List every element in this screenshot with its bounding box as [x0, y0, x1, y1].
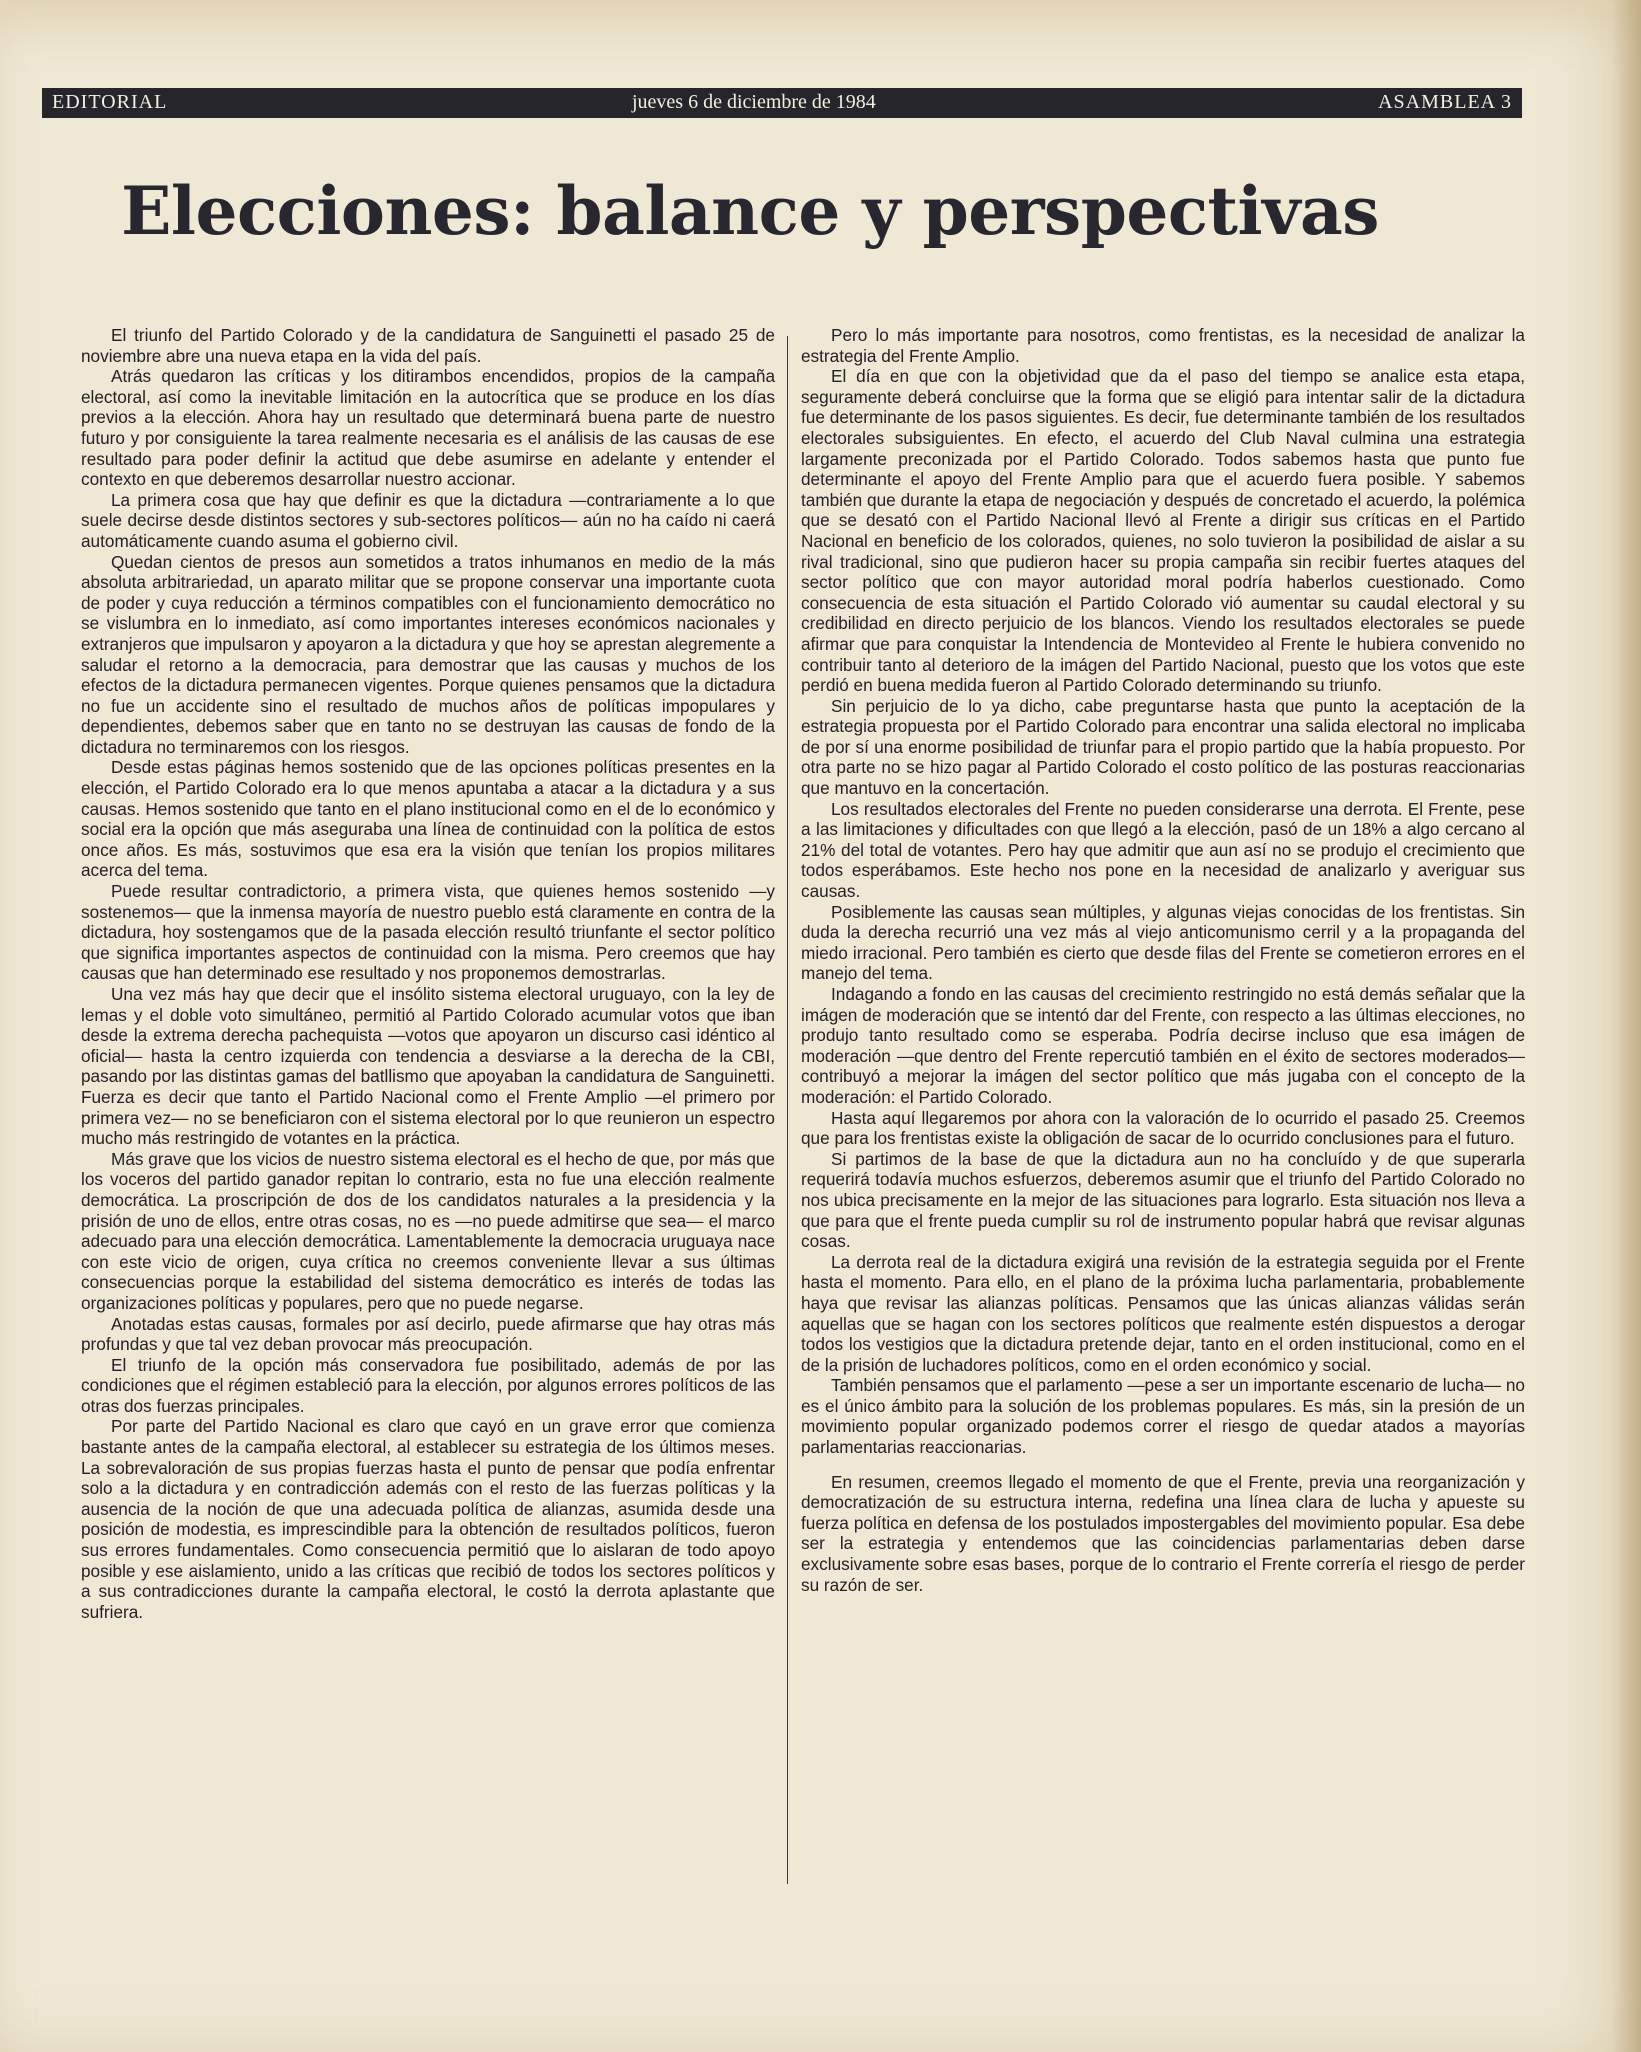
paragraph: Pero lo más importante para nosotros, como frentistas, es la necesidad de analizar la estrategia del Frente Amplio.	[801, 325, 1525, 366]
page-edge-shadow	[1611, 0, 1641, 2052]
paragraph: Atrás quedaron las críticas y los ditirambos encendidos, propios de la campaña electoral, así como la inevitable limitación en la autocrítica que se produce en los días previos a la elección. Ahora hay un resultado que determinará buena parte de nuestro futuro y por consiguiente la tarea realmente necesaria es el análisis de las causas de ese resultado para poder definir la actitud que debe asumirse en adelante y entender el contexto en que deberemos desarrollar nuestro accionar.	[81, 366, 775, 490]
paragraph: Anotadas estas causas, formales por así decirlo, puede afirmarse que hay otras más profundas y que tal vez deban provocar más preocupación.	[81, 1313, 775, 1355]
paragraph: El triunfo de la opción más conservadora fue posibilitado, además de por las condiciones que el régimen estableció para la elección, por algunos errores políticos de las otras dos fuerzas principales.	[81, 1354, 775, 1416]
section-header-bar	[42, 88, 1522, 118]
column-divider	[787, 336, 788, 1884]
paragraph: Desde estas páginas hemos sostenido que de las opciones políticas presentes en la elección, el Partido Colorado era lo que menos apuntaba a atacar a la dictadura y a sus causas. Hemos sostenido que tanto en el plano institucional como en el de lo económico y social era la opción que más aseguraba una línea de continuidad con la política de estos once años. Es más, sostuvimos que esa era la visión que tenían los propios militares acerca del tema.	[81, 757, 775, 881]
paragraph: El triunfo del Partido Colorado y de la candidatura de Sanguinetti el pasado 25 de noviembre abre una nueva etapa en la vida del país.	[81, 325, 775, 366]
paragraph: En resumen, creemos llegado el momento de que el Frente, previa una reorganización y democratización de su estructura interna, redefina una línea clara de lucha y apueste su fuerza política en defensa de los postulados impostergables del movimiento popular. Esa debe ser la estrategia y entendemos que las coincidencias parlamentarias deben darse exclusivamente sobre esas bases, porque de lo contrario el Frente correría el riesgo de perder su razón de ser.	[801, 1471, 1525, 1595]
article-headline: Elecciones: balance y perspectivas	[121, 172, 1379, 250]
paragraph: La primera cosa que hay que definir es que la dictadura —contrariamente a lo que suele decirse desde distintos sectores y sub-sectores políticos— aún no ha caído ni caerá automáticamente cuando asuma el gobierno civil.	[81, 489, 775, 551]
paragraph: Si partimos de la base de que la dictadura aun no ha concluído y de que superarla requerirá todavía muchos esfuerzos, deberemos asumir que el triunfo del Partido Colorado no nos ubica precisamente en la mejor de las situaciones para lograrlo. Esta situación nos lleva a que para que el frente pueda cumplir su rol de instrumento popular habrá que revisar algunas cosas.	[801, 1148, 1525, 1252]
paragraph: Quedan cientos de presos aun sometidos a tratos inhumanos en medio de la más absoluta arbitrariedad, un aparato militar que se propone conservar una importante cuota de poder y cuya reducción a términos compatibles con el funcionamiento democrático no se vislumbra en lo inmediato, así como importantes intereses económicos nacionales y extranjeros que impulsaron y apoyaron a la dictadura y que hoy se aprestan alegremente a saludar el retorno a la democracia, para demostrar que las causas y muchos de los efectos de la dictadura permanecen vigentes. Porque quienes pensamos que la dictadura no fue un accidente sino el resultado de muchos años de políticas impopulares y dependientes, debemos saber que en tanto no se destruyan las causas de fondo de la dictadura no terminaremos con los riesgos.	[81, 551, 775, 757]
article-column-right	[801, 325, 1525, 1595]
paragraph: Indagando a fondo en las causas del crecimiento restringido no está demás señalar que la imágen de moderación que se intentó dar del Frente, con respecto a las últimas elecciones, no produjo tanto resultado como se esperaba. Podría decirse incluso que esa imágen de moderación —que dentro del Frente repercutió también en el éxito de sectores moderados— contribuyó a mejorar la imágen del sector político que más jugaba con el concepto de la moderación: el Partido Colorado.	[801, 984, 1525, 1107]
paragraph: La derrota real de la dictadura exigirá una revisión de la estrategia seguida por el Frente hasta el momento. Para ello, en el plano de la próxima lucha parlamentaria, probablemente haya que revisar las alianzas políticas. Pensamos que las únicas alianzas válidas serán aquellas que se hagan con los sectores políticos que realmente estén dispuestos a derogar todos los vestigios que la dictadura pretende dejar, tanto en el orden institucional, como en el de la prisión de luchadores políticos, como en el orden económico y social.	[801, 1251, 1525, 1375]
paragraph: Puede resultar contradictorio, a primera vista, que quienes hemos sostenido —y sostenemos— que la inmensa mayoría de nuestro pueblo está claramente en contra de la dictadura, hoy sostengamos que de la pasada elección resultó triunfante el sector político que significa importantes aspectos de continuidad con la misma. Pero creemos que hay causas que han determinado ese resultado y nos proponemos demostrarlas.	[81, 881, 775, 984]
paragraph: Hasta aquí llegaremos por ahora con la valoración de lo ocurrido el pasado 25. Creemos que para los frentistas existe la obligación de sacar de lo ocurrido conclusiones para el futuro.	[801, 1107, 1525, 1149]
paragraph: Más grave que los vicios de nuestro sistema electoral es el hecho de que, por más que los voceros del partido ganador repitan lo contrario, esta no fue una elección realmente democrática. La proscripción de dos de los candidatos naturales a la presidencia y la prisión de uno de ellos, entre otras cosas, no es —no puede admitirse que sea— el marco adecuado para una elección democrática. Lamentablemente la democracia uruguaya nace con este vicio de origen, cuya crítica no creemos conveniente llevar a sus últimas consecuencias porque la estabilidad del sistema democrático es interés de todas las organizaciones políticas y populares, pero que no puede negarse.	[81, 1148, 775, 1313]
page-label: ASAMBLEA 3	[1378, 91, 1512, 113]
paragraph: Posiblemente las causas sean múltiples, y algunas viejas conocidas de los frentistas. Sin duda la derecha recurrió una vez más al viejo anticomunismo cerril y a la propaganda del miedo irracional. Pero también es cierto que desde filas del Frente se cometieron errores en el manejo del tema.	[801, 901, 1525, 984]
paragraph: Una vez más hay que decir que el insólito sistema electoral uruguayo, con la ley de lemas y el doble voto simultáneo, permitió al Partido Colorado acumular votos que iban desde la extrema derecha pachequista —votos que apoyaron un discurso casi idéntico al oficial— hasta la centro izquierda con tendencia a desviarse a la derecha de la CBI, pasando por las distintas gamas del batllismo que apoyaban la candidatura de Sanguinetti. Fuerza es decir que tanto el Partido Nacional como el Frente Amplio —el primero por primera vez— no se beneficiaron con el sistema electoral por lo que reunieron un espectro mucho más restringido de votantes en la práctica.	[81, 984, 775, 1149]
paragraph: Sin perjuicio de lo ya dicho, cabe preguntarse hasta que punto la aceptación de la estrategia propuesta por el Partido Colorado para encontrar una salida electoral no implicaba de por sí una enorme posibilidad de triunfar para el propio partido que la había propuesto. Por otra parte no se hizo pagar al Partido Colorado el costo político de las posturas reaccionarias que mantuvo en la concertación.	[801, 695, 1525, 799]
paragraph: El día en que con la objetividad que da el paso del tiempo se analice esta etapa, seguramente deberá concluirse que la forma que se eligió para intentar salir de la dictadura fue determinante de los pasos siguientes. Es decir, fue determinante también de los resultados electorales subsiguientes. En efecto, el acuerdo del Club Naval culmina una estrategia largamente preconizada por el Partido Colorado. Todos sabemos hasta que punto fue determinante el apoyo del Frente Amplio para que el acuerdo fuera posible. Y sabemos también que durante la etapa de negociación y después de concretado el acuerdo, la polémica que se desató con el Partido Nacional llevó al Frente a dirigir sus críticas en el Partido Nacional en beneficio de los colorados, quienes, no solo tuvieron la posibilidad de aislar a su rival tradicional, sino que pudieron hacer su propia campaña sin recibir fuertes ataques del sector político que con mayor autoridad moral podría haberlos cuestionado. Como consecuencia de esta situación el Partido Colorado vió aumentar su caudal electoral y su credibilidad en directo perjuicio de los blancos. Viendo los resultados electorales se puede afirmar que para conquistar la Intendencia de Montevideo al Frente le hubiera convenido no contribuir tanto al deterioro de la imágen del Partido Nacional, puesto que los votos que este perdió en buena medida fueron al Partido Colorado determinando su triunfo.	[801, 366, 1525, 696]
section-label: EDITORIAL	[52, 91, 168, 113]
issue-date: jueves 6 de diciembre de 1984	[632, 91, 876, 113]
paragraph: Los resultados electorales del Frente no pueden considerarse una derrota. El Frente, pese a las limitaciones y dificultades con que llegó a la elección, pasó de un 18% a algo cercano al 21% del total de votantes. Pero hay que admitir que aun así no se produjo el crecimiento que todos esperábamos. Este hecho nos pone en la necesidad de analizarlo y averiguar sus causas.	[801, 798, 1525, 902]
paragraph: Por parte del Partido Nacional es claro que cayó en un grave error que comienza bastante antes de la campaña electoral, al establecer su estrategia de los últimos meses. La sobrevaloración de sus propias fuerzas hasta el punto de pensar que podía enfrentar solo a la dictadura y en contradicción además con el resto de las fuerzas políticas y la ausencia de la noción de que una adecuada política de alianzas, asumida desde una posición de modestia, es imprescindible para la obtención de resultados políticos, fueron sus errores fundamentales. Como consecuencia permitió que lo aislaran de todo apoyo posible y ese aislamiento, unido a las críticas que recibió de todos los sectores políticos y a sus contradicciones durante la campaña electoral, le costó la derrota aplastante que sufriera.	[81, 1416, 775, 1622]
paragraph: También pensamos que el parlamento —pese a ser un importante escenario de lucha— no es el único ámbito para la solución de los problemas populares. Es más, sin la presión de un movimiento popular organizado podemos correr el riesgo de quedar atados a mayorías parlamentarias reaccionarias.	[801, 1375, 1525, 1458]
article-column-left	[81, 325, 775, 1622]
